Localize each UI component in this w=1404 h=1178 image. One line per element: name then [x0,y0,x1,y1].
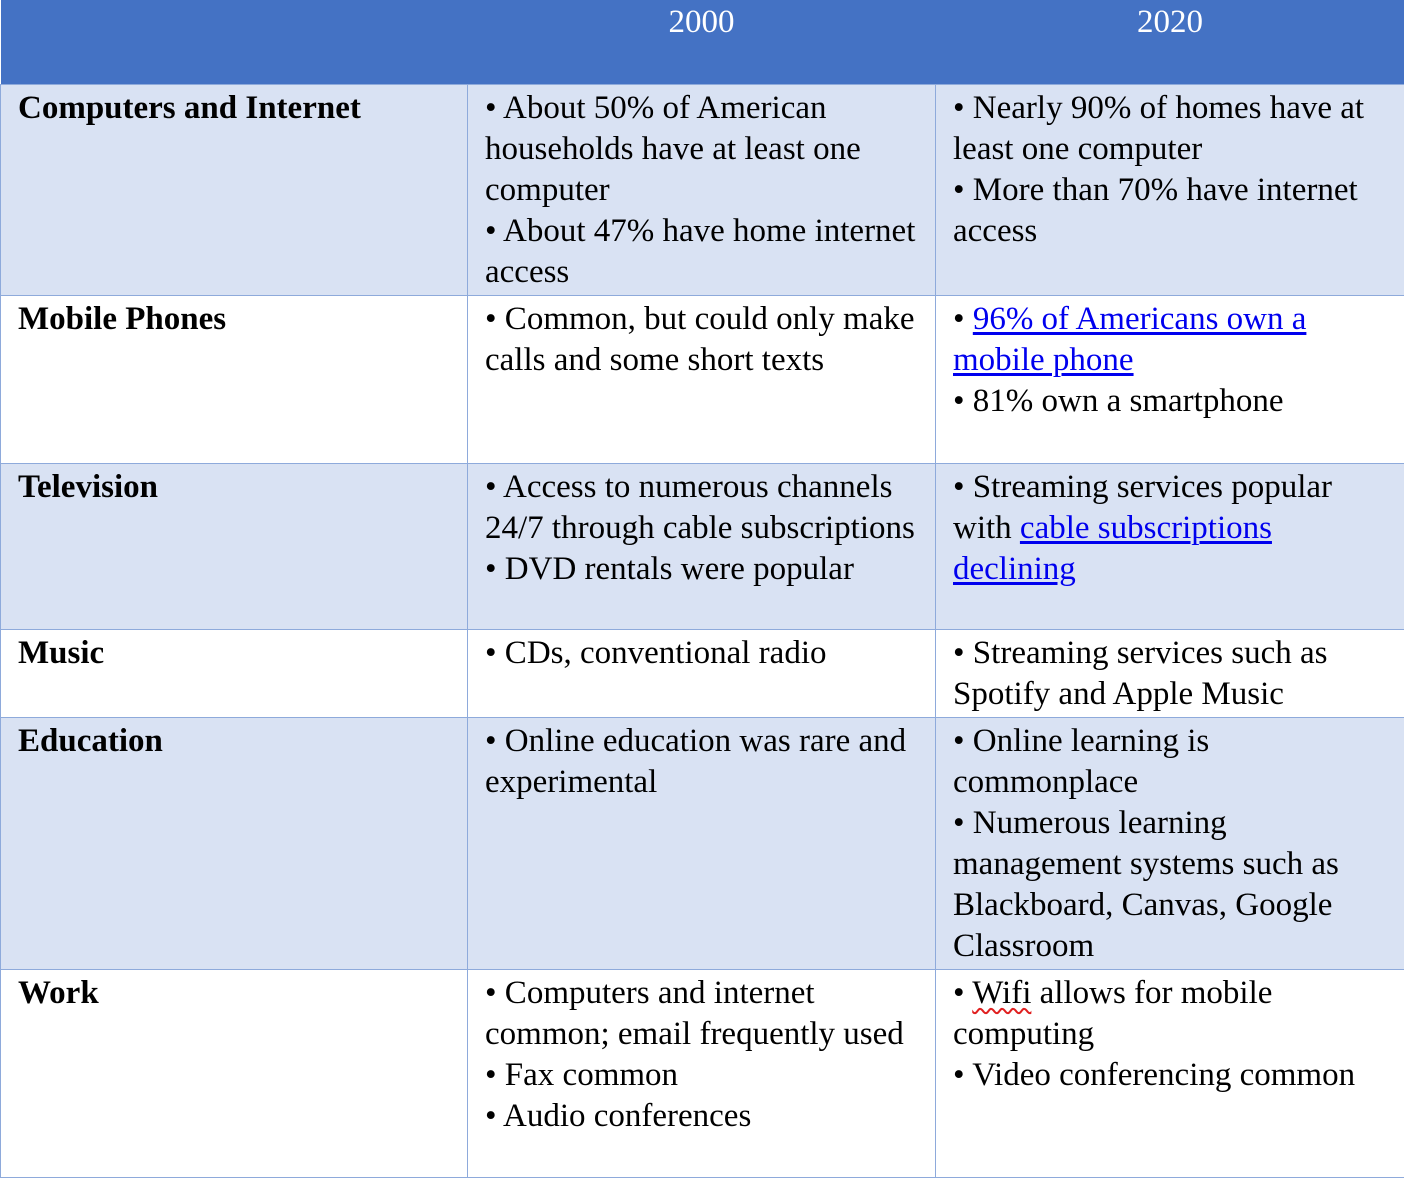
bullet-item: • Audio conferences [485,1096,927,1137]
bullet-item [953,299,1396,381]
bullet-text: allows for mobile computing [953,975,1272,1052]
bullet-item: • 81% own a smartphone [953,381,1396,422]
header-year-2000: 2000 [468,0,936,84]
cell-2020 [936,629,1404,717]
cell-2020 [936,969,1404,1177]
bullet-item: • Access to numerous channels 24/7 through cable subscriptions [485,467,927,549]
row-category: Work [1,969,468,1177]
bullet-prefix: • [953,301,973,337]
mobile-phone-ownership-link[interactable]: 96% of Americans own a mobile phone [953,301,1306,378]
cell-2000 [468,295,936,463]
cell-2000 [468,84,936,295]
cell-2020 [936,84,1404,295]
cell-2000 [468,629,936,717]
bullet-item: • About 50% of American households have at least one computer [485,88,927,211]
table-row [1,84,1404,295]
table-row [1,463,1404,629]
bullet-item: • Nearly 90% of homes have at least one computer [953,88,1396,170]
header-year-2020: 2020 [936,0,1404,84]
cell-2000 [468,463,936,629]
bullet-item: • Fax common [485,1055,927,1096]
cell-2020 [936,295,1404,463]
bullet-text: • Streaming services popular with [953,469,1332,546]
bullet-item: • Online learning is commonplace [953,721,1396,803]
cell-2000 [468,969,936,1177]
bullet-item [953,973,1396,1055]
bullet-item: • Streaming services such as Spotify and Apple Music [953,633,1396,715]
spellcheck-flagged-word: Wifi [972,975,1031,1011]
bullet-item: • DVD rentals were popular [485,549,927,590]
bullet-item: • Online education was rare and experimental [485,721,927,803]
table-row [1,295,1404,463]
bullet-item: • Computers and internet common; email frequently used [485,973,927,1055]
bullet-item: • About 47% have home internet access [485,211,927,293]
row-category: Music [1,629,468,717]
bullet-item: • Numerous learning management systems such as Blackboard, Canvas, Google Classroom [953,803,1396,967]
cable-subscriptions-link[interactable]: cable subscriptions declining [953,510,1272,587]
row-category: Computers and Internet [1,84,468,295]
bullet-item: • More than 70% have internet access [953,170,1396,252]
cell-2000 [468,717,936,969]
bullet-item [953,467,1396,590]
table-row [1,717,1404,969]
bullet-item: • CDs, conventional radio [485,633,927,674]
row-category: Television [1,463,468,629]
row-category: Mobile Phones [1,295,468,463]
table-row [1,629,1404,717]
bullet-item: • Video conferencing common [953,1055,1396,1096]
cell-2020 [936,463,1404,629]
bullet-prefix: • [953,975,972,1011]
header-row [1,0,1404,84]
header-empty-cell [1,0,468,84]
row-category: Education [1,717,468,969]
table-row [1,969,1404,1177]
bullet-item: • Common, but could only make calls and some short texts [485,299,927,381]
cell-2020 [936,717,1404,969]
